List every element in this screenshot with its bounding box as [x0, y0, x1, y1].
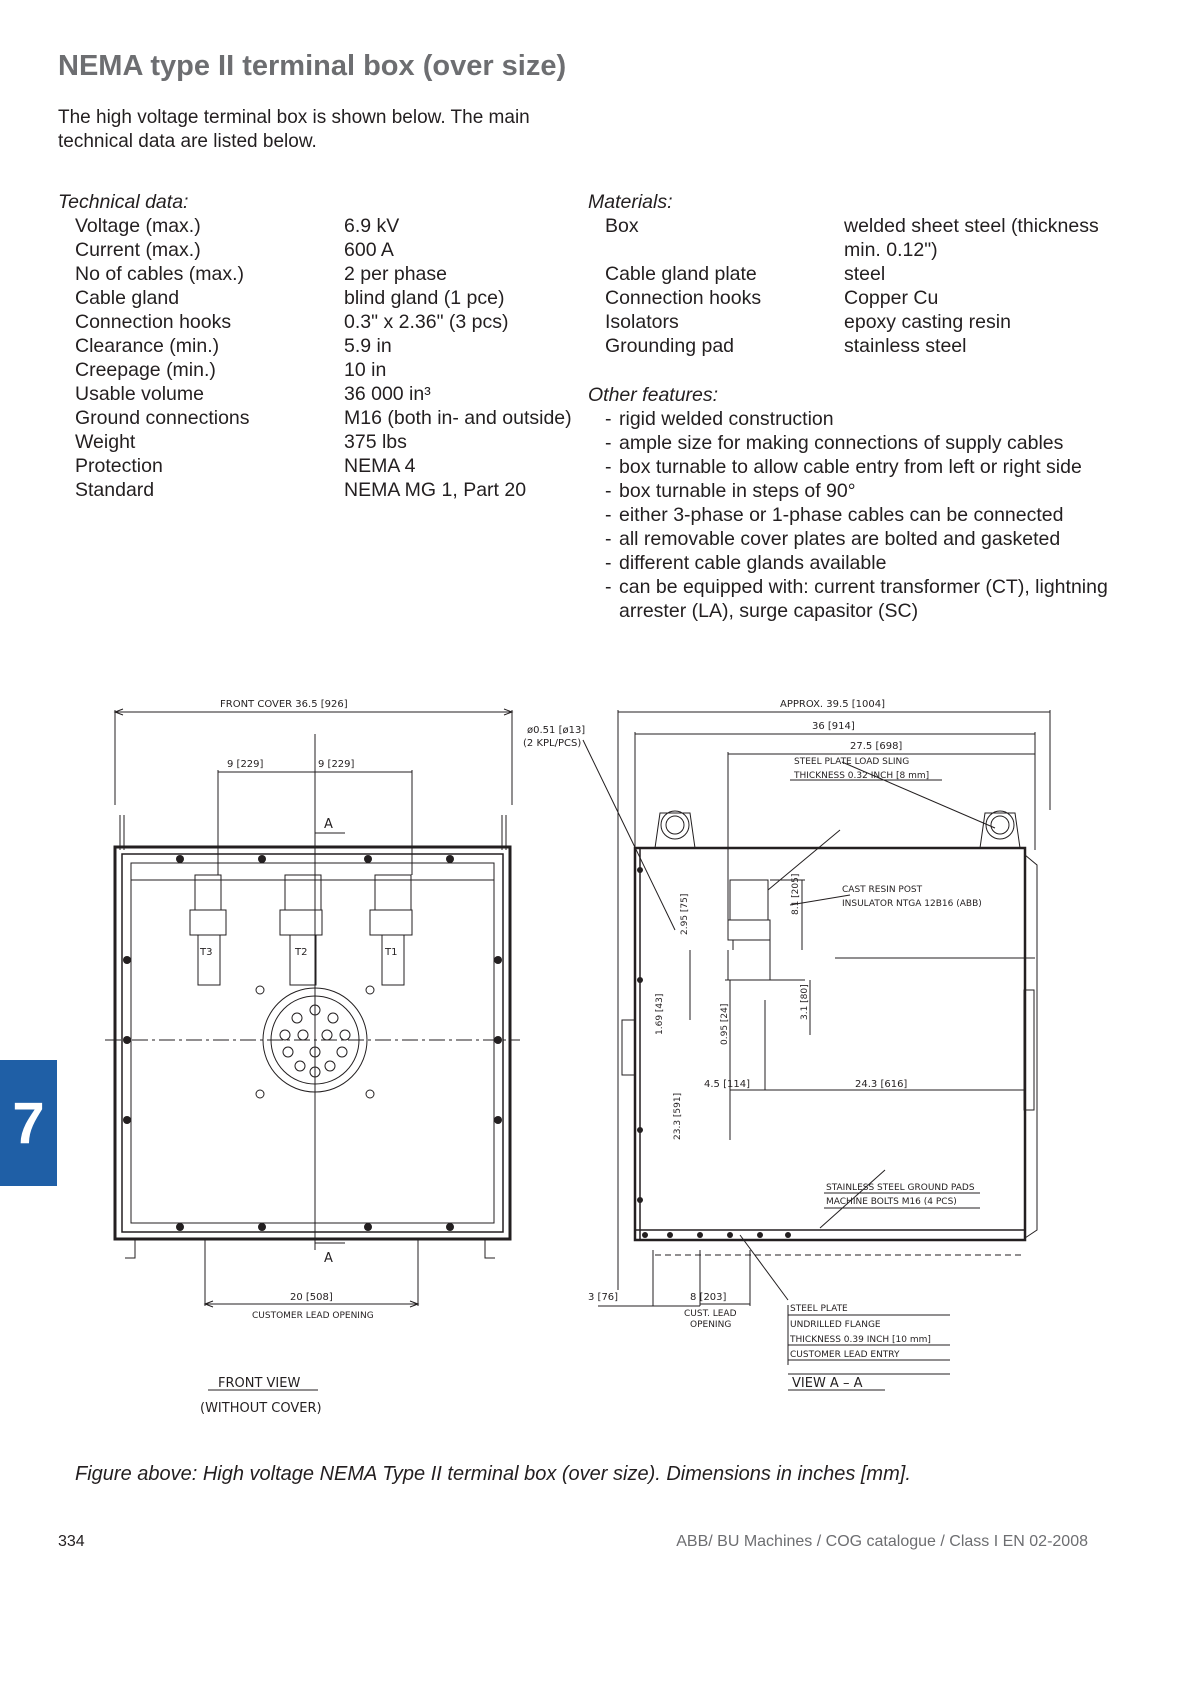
sling-label-1: STEEL PLATE LOAD SLING: [794, 757, 910, 767]
row-label: Usable volume: [75, 383, 204, 405]
row-label: Isolators: [605, 311, 679, 333]
feature-text: ample size for making connections of supply cables: [619, 432, 1064, 454]
dim-31: 3.1 [80]: [800, 984, 810, 1020]
row-label: Weight: [75, 431, 136, 453]
row-label: Connection hooks: [75, 311, 232, 333]
bullet-dash: -: [605, 528, 612, 550]
front-right-dim: 9 [229]: [318, 759, 355, 770]
data-row: [58, 478, 578, 502]
feature-item: [588, 479, 1108, 503]
terminal-t1: T1: [385, 947, 398, 958]
pads-label-2: MACHINE BOLTS M16 (4 PCS): [826, 1197, 957, 1207]
data-row: [58, 214, 578, 238]
dim-169: 1.69 [43]: [655, 993, 665, 1035]
row-value: 2 per phase: [344, 263, 447, 285]
row-value: blind gland (1 pce): [344, 287, 505, 309]
dim-095: 0.95 [24]: [720, 1003, 730, 1045]
features-list: [588, 407, 1108, 623]
row-label: No of cables (max.): [75, 263, 245, 285]
row-value: 36 000 in³: [344, 383, 431, 405]
data-row: [588, 214, 1108, 262]
materials-table: [588, 214, 1108, 358]
front-view-title: FRONT VIEW: [218, 1376, 301, 1391]
data-row: [58, 310, 578, 334]
row-label: Current (max.): [75, 239, 201, 261]
plate-label-2: UNDRILLED FLANGE: [790, 1320, 881, 1330]
row-value: 5.9 in: [344, 335, 392, 357]
post-label-1: CAST RESIN POST: [842, 885, 923, 895]
technical-data-heading: Technical data:: [58, 191, 189, 213]
dim-45: 4.5 [114]: [704, 1079, 750, 1090]
row-label: Ground connections: [75, 407, 250, 429]
feature-item: [588, 455, 1108, 479]
section-mark-top: A: [324, 817, 333, 832]
data-row: [58, 334, 578, 358]
bullet-dash: -: [605, 504, 612, 526]
row-value: Copper Cu: [844, 287, 939, 309]
data-row: [58, 406, 578, 430]
row-value: 600 A: [344, 239, 394, 261]
data-row: [588, 286, 1108, 310]
figure-caption: Figure above: High voltage NEMA Type II terminal box (over size). Dimensions in inches [mm].: [75, 1463, 911, 1485]
row-label: Voltage (max.): [75, 215, 201, 237]
cust-label-1: CUST. LEAD: [684, 1309, 737, 1319]
feature-text: different cable glands available: [619, 552, 887, 574]
data-row: [58, 358, 578, 382]
data-row: [58, 454, 578, 478]
row-label: Creepage (min.): [75, 359, 216, 381]
technical-drawing: [100, 690, 1100, 1420]
bullet-dash: -: [605, 408, 612, 430]
terminal-t2: T2: [295, 947, 308, 958]
footer-source: ABB/ BU Machines / COG catalogue / Class I EN 02-2008: [676, 1533, 1088, 1550]
row-label: Clearance (min.): [75, 335, 220, 357]
page-number: 334: [58, 1533, 85, 1550]
approx-dim: APPROX. 39.5 [1004]: [780, 699, 885, 710]
post-label-2: INSULATOR NTGA 12B16 (ABB): [842, 899, 982, 909]
bullet-dash: -: [605, 480, 612, 502]
row-value: M16 (both in- and outside): [344, 407, 572, 429]
technical-data-section: [58, 190, 578, 502]
chapter-tab: 7: [0, 1060, 57, 1186]
data-row: [58, 262, 578, 286]
row-label: Grounding pad: [605, 335, 735, 357]
data-row: [588, 334, 1108, 358]
data-row: [588, 262, 1108, 286]
feature-item: [588, 575, 1108, 623]
side-view-title: VIEW A – A: [792, 1376, 863, 1391]
materials-heading: Materials:: [588, 191, 673, 213]
row-label: Connection hooks: [605, 287, 762, 309]
plate-label-1: STEEL PLATE: [790, 1304, 848, 1314]
feature-item: [588, 503, 1108, 527]
intro-text: The high voltage terminal box is shown below. The main technical data are listed below.: [58, 107, 530, 152]
bullet-dash: -: [605, 552, 612, 574]
row-value: 375 lbs: [344, 431, 407, 453]
row-value: welded sheet steel (thickness min. 0.12"): [844, 215, 1099, 261]
other-features-section: [588, 383, 1108, 623]
dim-243: 24.3 [616]: [855, 1079, 908, 1090]
bullet-dash: -: [605, 576, 612, 598]
sling-label-2: THICKNESS 0.32 INCH [8 mm]: [794, 771, 930, 781]
front-view-drawing: [105, 709, 520, 1390]
front-opening-dim: 20 [508]: [290, 1292, 333, 1303]
row-label: Standard: [75, 479, 155, 501]
dim-3: 3 [76]: [588, 1292, 619, 1303]
feature-text: box turnable to allow cable entry from left or right side: [619, 456, 1082, 478]
feature-item: [588, 527, 1108, 551]
row-value: 6.9 kV: [344, 215, 400, 237]
technical-data-table: [58, 214, 578, 502]
row-label: Cable gland: [75, 287, 180, 309]
plate-label-3: THICKNESS 0.39 INCH [10 mm]: [790, 1335, 931, 1345]
feature-text: all removable cover plates are bolted and gasketed: [619, 528, 1061, 550]
data-row: [58, 286, 578, 310]
feature-text: can be equipped with: current transformer (CT), lightning arrester (LA), surge capasitor (SC): [619, 576, 1108, 622]
feature-text: box turnable in steps of 90°: [619, 480, 856, 502]
row-label: Box: [605, 215, 639, 237]
front-view-subtitle: (WITHOUT COVER): [200, 1401, 322, 1416]
dim-295: 2.95 [75]: [680, 893, 690, 935]
row-label: Cable gland plate: [605, 263, 757, 285]
bullet-dash: -: [605, 456, 612, 478]
data-row: [588, 310, 1108, 334]
section-mark-bottom: A: [324, 1251, 333, 1266]
page-title: NEMA type II terminal box (over size): [58, 50, 567, 82]
hole-dim-2: (2 KPL/PCS): [523, 738, 582, 749]
row-value: 10 in: [344, 359, 387, 381]
dim-233: 23.3 [591]: [673, 1092, 683, 1140]
data-row: [58, 238, 578, 262]
data-row: [58, 430, 578, 454]
dim-81: 8.1 [205]: [791, 873, 801, 915]
row-value: NEMA 4: [344, 455, 416, 477]
hole-dim-1: ø0.51 [ø13]: [527, 725, 586, 736]
data-row: [58, 382, 578, 406]
front-width-dim: FRONT COVER 36.5 [926]: [220, 699, 348, 710]
side-view-drawing: [583, 710, 1050, 1390]
plate-label-4: CUSTOMER LEAD ENTRY: [790, 1350, 900, 1360]
row-value: epoxy casting resin: [844, 311, 1011, 333]
feature-text: rigid welded construction: [619, 408, 834, 430]
materials-section: [588, 190, 1108, 358]
terminal-t3: T3: [200, 947, 213, 958]
feature-text: either 3-phase or 1-phase cables can be connected: [619, 504, 1064, 526]
front-opening-label: CUSTOMER LEAD OPENING: [252, 1311, 374, 1321]
dim-36: 36 [914]: [812, 721, 855, 732]
row-value: stainless steel: [844, 335, 967, 357]
front-left-dim: 9 [229]: [227, 759, 264, 770]
row-value: 0.3" x 2.36" (3 pcs): [344, 311, 509, 333]
feature-item: [588, 551, 1108, 575]
row-value: NEMA MG 1, Part 20: [344, 479, 527, 501]
row-value: steel: [844, 263, 886, 285]
feature-item: [588, 431, 1108, 455]
pads-label-1: STAINLESS STEEL GROUND PADS: [826, 1183, 975, 1193]
row-label: Protection: [75, 455, 163, 477]
cust-label-2: OPENING: [690, 1320, 732, 1330]
dim-27: 27.5 [698]: [850, 741, 903, 752]
bullet-dash: -: [605, 432, 612, 454]
other-features-heading: Other features:: [588, 384, 719, 406]
feature-item: [588, 407, 1108, 431]
dim-8: 8 [203]: [690, 1292, 727, 1303]
